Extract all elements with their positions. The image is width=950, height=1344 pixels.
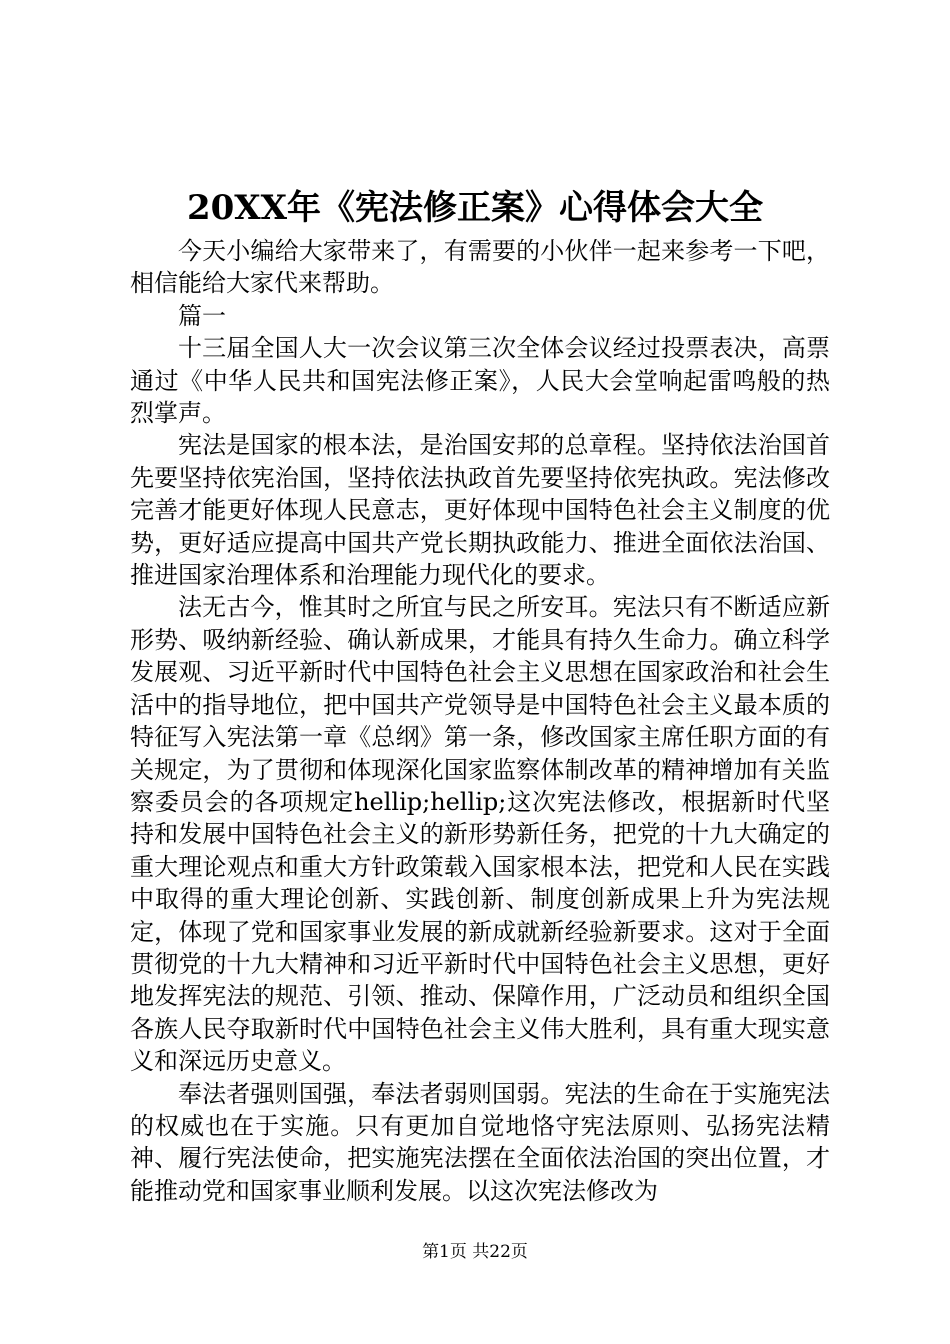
paragraph-vote: 十三届全国人大一次会议第三次全体会议经过投票表决，高票通过《中华人民共和国宪法修正案》，人民大会堂响起雷鸣般的热烈掌声。 bbox=[130, 334, 830, 428]
paragraph-fundamental-law: 宪法是国家的根本法，是治国安邦的总章程。坚持依法治国首先要坚持依宪治国，坚持依法执政首先要坚持依宪执政。宪法修改完善才能更好体现人民意志，更好体现中国特色社会主义制度的优势，更好适应提高中国共产党长期执政能力、推进全面依法治国、推进国家治理体系和治理能力现代化的要求。 bbox=[130, 431, 830, 590]
page-footer: 第1页 共22页 bbox=[422, 1242, 528, 1262]
section-heading: 篇一 bbox=[178, 301, 226, 330]
document-title: 20XX年《宪法修正案》心得体会大全 bbox=[186, 188, 764, 228]
paragraph-implementation: 奉法者强则国强，奉法者弱则国弱。宪法的生命在于实施宪法的权威也在于实施。只有更加自觉地恪守宪法原则、弘扬宪法精神、履行宪法使命，把实施宪法摆在全面依法治国的突出位置，才能推动党和国家事业顺利发展。以这次宪法修改为 bbox=[130, 1079, 830, 1205]
paragraph-amendment-content: 法无古今，惟其时之所宜与民之所安耳。宪法只有不断适应新形势、吸纳新经验、确认新成果，才能具有持久生命力。确立科学发展观、习近平新时代中国特色社会主义思想在国家政治和社会生活中的指导地位，把中国共产党领导是中国特色社会主义最本质的特征写入宪法第一章《总纲》第一条，修改国家主席任职方面的有关规定，为了贯彻和体现深化国家监察体制改革的精神增加有关监察委员会的各项规定hellip;hellip;这次宪法修改，根据新时代坚持和发展中国特色社会主义的新形势新任务，把党的十九大确定的重大理论观点和重大方针政策载入国家根本法，把党和人民在实践中取得的重大理论创新、实践创新、制度创新成果上升为宪法规定，体现了党和国家事业发展的新成就新经验新要求。这对于全面贯彻党的十九大精神和习近平新时代中国特色社会主义思想，更好地发挥宪法的规范、引领、推动、保障作用，广泛动员和组织全国各族人民夺取新时代中国特色社会主义伟大胜利，具有重大现实意义和深远历史意义。 bbox=[130, 593, 830, 1076]
paragraph-intro: 今天小编给大家带来了，有需要的小伙伴一起来参考一下吧，相信能给大家代来帮助。 bbox=[130, 237, 830, 298]
document-body bbox=[130, 235, 830, 1207]
